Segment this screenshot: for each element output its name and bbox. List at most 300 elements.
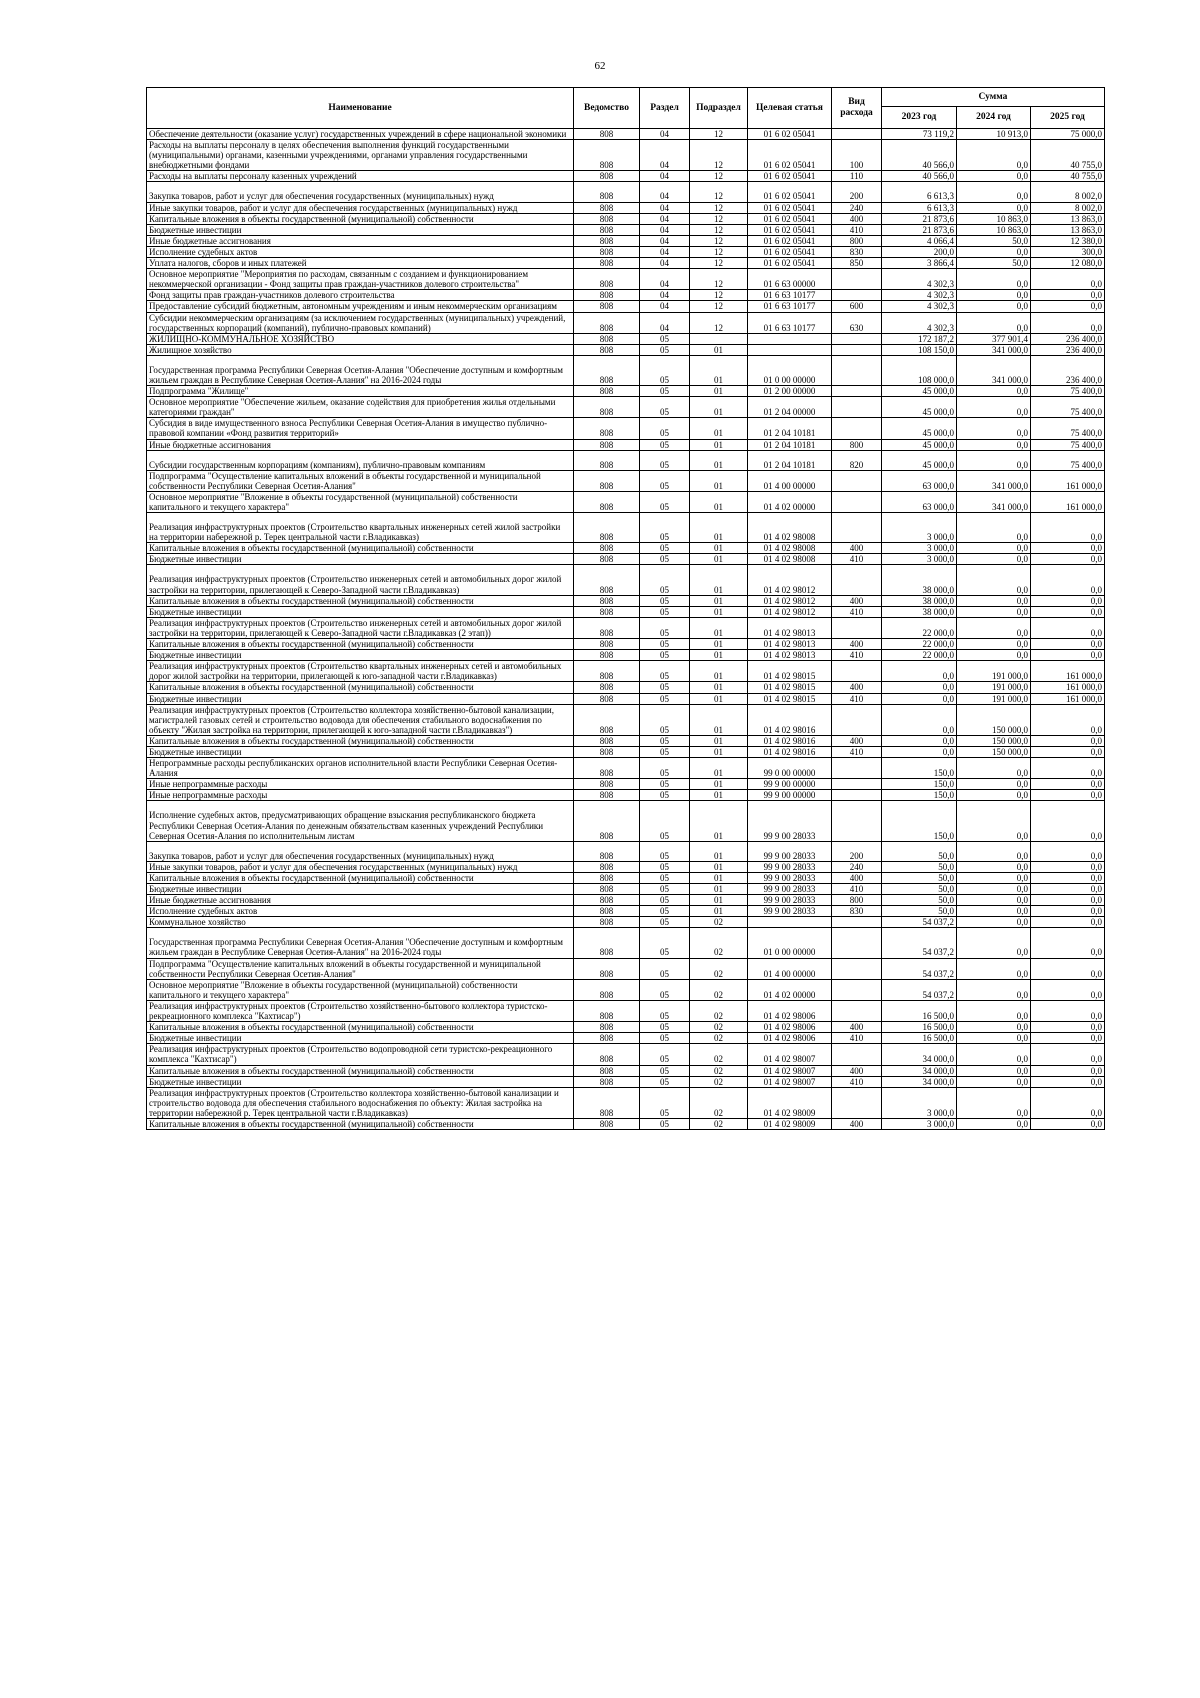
cell-section: 05 bbox=[640, 895, 690, 906]
cell-section: 05 bbox=[640, 565, 690, 595]
cell-subsection: 01 bbox=[690, 595, 748, 606]
col-header-2025: 2025 год bbox=[1031, 107, 1105, 129]
cell-dept: 808 bbox=[574, 1065, 640, 1076]
cell-kind: 110 bbox=[832, 171, 882, 182]
cell-2023: 3 866,4 bbox=[882, 258, 957, 269]
cell-kind bbox=[832, 565, 882, 595]
cell-2024: 0,0 bbox=[957, 1022, 1031, 1033]
cell-name: Капитальные вложения в объекты государственной (муниципальной) собственности bbox=[147, 595, 574, 606]
cell-kind: 400 bbox=[832, 543, 882, 554]
cell-kind: 400 bbox=[832, 213, 882, 224]
cell-kind bbox=[832, 491, 882, 512]
cell-dept: 808 bbox=[574, 758, 640, 779]
cell-2023: 0,0 bbox=[882, 704, 957, 735]
table-row bbox=[147, 693, 1105, 704]
cell-subsection: 02 bbox=[690, 1033, 748, 1044]
cell-section: 05 bbox=[640, 450, 690, 470]
cell-name: Иные закупки товаров, работ и услуг для обеспечения государственных (муниципальных) нужд bbox=[147, 202, 574, 213]
cell-dept: 808 bbox=[574, 439, 640, 450]
cell-subsection: 01 bbox=[690, 746, 748, 757]
cell-2025: 0,0 bbox=[1031, 1065, 1105, 1076]
cell-dept: 808 bbox=[574, 1033, 640, 1044]
cell-2024: 191 000,0 bbox=[957, 682, 1031, 693]
col-header-kind: Вид расхода bbox=[832, 88, 882, 129]
cell-subsection: 01 bbox=[690, 439, 748, 450]
cell-2023: 22 000,0 bbox=[882, 639, 957, 650]
cell-dept: 808 bbox=[574, 1022, 640, 1033]
cell-subsection: 12 bbox=[690, 258, 748, 269]
cell-dept: 808 bbox=[574, 979, 640, 1000]
cell-kind bbox=[832, 790, 882, 801]
cell-kind bbox=[832, 397, 882, 418]
cell-target: 01 4 02 98012 bbox=[748, 595, 832, 606]
cell-section: 05 bbox=[640, 861, 690, 872]
cell-section: 05 bbox=[640, 661, 690, 682]
cell-2023: 16 500,0 bbox=[882, 1033, 957, 1044]
cell-2024: 341 000,0 bbox=[957, 344, 1031, 355]
table-row bbox=[147, 333, 1105, 344]
table-row bbox=[147, 565, 1105, 595]
cell-2025: 40 755,0 bbox=[1031, 171, 1105, 182]
cell-name: ЖИЛИЩНО-КОММУНАЛЬНОЕ ХОЗЯЙСТВО bbox=[147, 333, 574, 344]
cell-subsection: 01 bbox=[690, 543, 748, 554]
cell-dept: 808 bbox=[574, 312, 640, 333]
cell-name: Капитальные вложения в объекты государственной (муниципальной) собственности bbox=[147, 213, 574, 224]
cell-section: 05 bbox=[640, 543, 690, 554]
cell-kind bbox=[832, 470, 882, 491]
cell-section: 05 bbox=[640, 397, 690, 418]
cell-2025: 40 755,0 bbox=[1031, 140, 1105, 171]
cell-2024: 0,0 bbox=[957, 906, 1031, 917]
cell-dept: 808 bbox=[574, 661, 640, 682]
table-row bbox=[147, 140, 1105, 171]
cell-subsection: 01 bbox=[690, 861, 748, 872]
cell-section: 05 bbox=[640, 1044, 690, 1065]
cell-name: Обеспечение деятельности (оказание услуг) государственных учреждений в сфере национальной экономики bbox=[147, 129, 574, 140]
cell-subsection: 01 bbox=[690, 779, 748, 790]
cell-subsection: 01 bbox=[690, 554, 748, 565]
col-header-name: Наименование bbox=[147, 88, 574, 129]
table-row bbox=[147, 235, 1105, 246]
table-row bbox=[147, 290, 1105, 301]
cell-dept: 808 bbox=[574, 884, 640, 895]
cell-2025: 75 400,0 bbox=[1031, 386, 1105, 397]
cell-2025: 0,0 bbox=[1031, 801, 1105, 841]
cell-2025: 0,0 bbox=[1031, 1044, 1105, 1065]
cell-dept: 808 bbox=[574, 906, 640, 917]
cell-2024: 191 000,0 bbox=[957, 693, 1031, 704]
cell-2025: 0,0 bbox=[1031, 269, 1105, 290]
cell-2024: 0,0 bbox=[957, 439, 1031, 450]
cell-target: 99 0 00 00000 bbox=[748, 758, 832, 779]
cell-2024: 0,0 bbox=[957, 1065, 1031, 1076]
cell-name: Капитальные вложения в объекты государственной (муниципальной) собственности bbox=[147, 1065, 574, 1076]
cell-target: 01 6 02 05041 bbox=[748, 258, 832, 269]
cell-2024: 0,0 bbox=[957, 884, 1031, 895]
cell-2023: 45 000,0 bbox=[882, 450, 957, 470]
table-row bbox=[147, 397, 1105, 418]
cell-2025: 0,0 bbox=[1031, 1087, 1105, 1118]
cell-subsection: 01 bbox=[690, 682, 748, 693]
cell-name: Субсидии некоммерческим организациям (за исключением государственных (муниципальных) учреждений, государственных корпораций (компаний), публично-правовых компаний) bbox=[147, 312, 574, 333]
cell-section: 05 bbox=[640, 758, 690, 779]
table-row bbox=[147, 224, 1105, 235]
cell-2023: 50,0 bbox=[882, 895, 957, 906]
cell-kind: 410 bbox=[832, 884, 882, 895]
cell-2025: 161 000,0 bbox=[1031, 491, 1105, 512]
cell-name: Бюджетные инвестиции bbox=[147, 1033, 574, 1044]
cell-name: Капитальные вложения в объекты государственной (муниципальной) собственности bbox=[147, 639, 574, 650]
cell-target: 01 4 02 98007 bbox=[748, 1044, 832, 1065]
table-row bbox=[147, 470, 1105, 491]
cell-2025: 0,0 bbox=[1031, 917, 1105, 928]
cell-kind: 400 bbox=[832, 872, 882, 883]
cell-kind bbox=[832, 917, 882, 928]
cell-section: 05 bbox=[640, 491, 690, 512]
table-row bbox=[147, 704, 1105, 735]
cell-subsection: 01 bbox=[690, 895, 748, 906]
cell-2023: 108 000,0 bbox=[882, 355, 957, 385]
cell-2025: 8 002,0 bbox=[1031, 202, 1105, 213]
cell-2024: 0,0 bbox=[957, 1076, 1031, 1087]
cell-2025: 75 400,0 bbox=[1031, 397, 1105, 418]
cell-section: 05 bbox=[640, 801, 690, 841]
cell-name: Основное мероприятие "Вложение в объекты государственной (муниципальной) собственности капитального и текущего характера" bbox=[147, 979, 574, 1000]
cell-dept: 808 bbox=[574, 841, 640, 861]
cell-kind bbox=[832, 958, 882, 979]
cell-2025: 300,0 bbox=[1031, 246, 1105, 257]
cell-name: Иные бюджетные ассигнования bbox=[147, 439, 574, 450]
cell-section: 05 bbox=[640, 606, 690, 617]
cell-subsection: 02 bbox=[690, 1044, 748, 1065]
cell-dept: 808 bbox=[574, 213, 640, 224]
cell-target: 01 4 02 98008 bbox=[748, 543, 832, 554]
cell-target: 01 4 02 98013 bbox=[748, 639, 832, 650]
cell-2024: 0,0 bbox=[957, 1044, 1031, 1065]
cell-section: 05 bbox=[640, 746, 690, 757]
cell-name: Исполнение судебных актов bbox=[147, 246, 574, 257]
cell-2023: 4 302,3 bbox=[882, 269, 957, 290]
cell-kind: 850 bbox=[832, 258, 882, 269]
cell-dept: 808 bbox=[574, 746, 640, 757]
cell-subsection: 01 bbox=[690, 841, 748, 861]
cell-dept: 808 bbox=[574, 418, 640, 439]
cell-subsection: 12 bbox=[690, 290, 748, 301]
cell-kind: 400 bbox=[832, 1022, 882, 1033]
cell-2023: 3 000,0 bbox=[882, 1118, 957, 1129]
cell-subsection: 12 bbox=[690, 301, 748, 312]
cell-name: Иные бюджетные ассигнования bbox=[147, 895, 574, 906]
table-row bbox=[147, 344, 1105, 355]
cell-dept: 808 bbox=[574, 182, 640, 202]
table-row bbox=[147, 958, 1105, 979]
cell-kind bbox=[832, 386, 882, 397]
cell-target: 01 6 63 10177 bbox=[748, 290, 832, 301]
cell-target: 01 4 02 98007 bbox=[748, 1065, 832, 1076]
cell-name: Капитальные вложения в объекты государственной (муниципальной) собственности bbox=[147, 1022, 574, 1033]
cell-2024: 341 000,0 bbox=[957, 355, 1031, 385]
cell-name: Основное мероприятие "Обеспечение жильем, оказание содействия для приобретения жилья отдельными категориями граждан" bbox=[147, 397, 574, 418]
cell-2024: 0,0 bbox=[957, 758, 1031, 779]
table-row bbox=[147, 1076, 1105, 1087]
cell-subsection: 01 bbox=[690, 470, 748, 491]
cell-target: 01 6 02 05041 bbox=[748, 235, 832, 246]
table-row bbox=[147, 1000, 1105, 1021]
cell-2025: 0,0 bbox=[1031, 1076, 1105, 1087]
cell-dept: 808 bbox=[574, 1000, 640, 1021]
cell-subsection: 12 bbox=[690, 269, 748, 290]
cell-2024: 0,0 bbox=[957, 246, 1031, 257]
cell-section: 05 bbox=[640, 790, 690, 801]
cell-2025: 13 863,0 bbox=[1031, 213, 1105, 224]
cell-kind bbox=[832, 779, 882, 790]
cell-name: Исполнение судебных актов, предусматривающих обращение взыскания республиканского бюджета Республики Северная Осетия-Алания по денежным обязательствам казенных учреждений Республики Северная Осетия-Алания по исполнительным листам bbox=[147, 801, 574, 841]
cell-target: 01 4 02 00000 bbox=[748, 491, 832, 512]
cell-dept: 808 bbox=[574, 958, 640, 979]
cell-subsection: 02 bbox=[690, 1118, 748, 1129]
cell-2025: 0,0 bbox=[1031, 895, 1105, 906]
cell-2024: 0,0 bbox=[957, 779, 1031, 790]
cell-subsection: 01 bbox=[690, 801, 748, 841]
budget-table bbox=[146, 87, 1105, 1130]
cell-2024: 0,0 bbox=[957, 841, 1031, 861]
cell-target: 01 4 02 00000 bbox=[748, 979, 832, 1000]
cell-subsection: 01 bbox=[690, 872, 748, 883]
table-row bbox=[147, 841, 1105, 861]
cell-name: Закупка товаров, работ и услуг для обеспечения государственных (муниципальных) нужд bbox=[147, 841, 574, 861]
cell-kind bbox=[832, 1087, 882, 1118]
cell-target: 01 2 00 00000 bbox=[748, 386, 832, 397]
cell-section: 05 bbox=[640, 554, 690, 565]
cell-subsection: 01 bbox=[690, 513, 748, 543]
cell-subsection: 01 bbox=[690, 418, 748, 439]
cell-section: 05 bbox=[640, 779, 690, 790]
cell-2025: 0,0 bbox=[1031, 290, 1105, 301]
cell-section: 04 bbox=[640, 171, 690, 182]
cell-name: Реализация инфраструктурных проектов (Строительство хозяйственно-бытового коллектора туристско-рекреационного комплекса "Кахтисар") bbox=[147, 1000, 574, 1021]
table-row bbox=[147, 202, 1105, 213]
table-row bbox=[147, 513, 1105, 543]
cell-section: 05 bbox=[640, 958, 690, 979]
cell-2024: 0,0 bbox=[957, 450, 1031, 470]
cell-section: 05 bbox=[640, 735, 690, 746]
cell-section: 04 bbox=[640, 290, 690, 301]
cell-2023: 45 000,0 bbox=[882, 418, 957, 439]
cell-dept: 808 bbox=[574, 554, 640, 565]
table-row bbox=[147, 979, 1105, 1000]
cell-section: 04 bbox=[640, 129, 690, 140]
cell-target: 01 6 02 05041 bbox=[748, 182, 832, 202]
cell-section: 05 bbox=[640, 1022, 690, 1033]
cell-name: Субсидия в виде имущественного взноса Республики Северная Осетия-Алания в имущество публично-правовой компании «Фонд развития территорий» bbox=[147, 418, 574, 439]
cell-2024: 0,0 bbox=[957, 861, 1031, 872]
cell-2024: 50,0 bbox=[957, 258, 1031, 269]
cell-dept: 808 bbox=[574, 606, 640, 617]
cell-target: 01 4 02 98012 bbox=[748, 565, 832, 595]
cell-section: 04 bbox=[640, 213, 690, 224]
cell-2025: 236 400,0 bbox=[1031, 344, 1105, 355]
cell-kind bbox=[832, 290, 882, 301]
cell-dept: 808 bbox=[574, 872, 640, 883]
cell-target: 01 6 63 10177 bbox=[748, 312, 832, 333]
cell-subsection: 01 bbox=[690, 397, 748, 418]
cell-2024: 0,0 bbox=[957, 928, 1031, 958]
cell-kind: 400 bbox=[832, 639, 882, 650]
cell-2024: 0,0 bbox=[957, 397, 1031, 418]
cell-section: 05 bbox=[640, 595, 690, 606]
cell-name: Реализация инфраструктурных проектов (Строительство квартальных инженерных сетей и автомобильных дорог жилой застройки на территории, прилегающей к юго-западной части г.Владикавказ) bbox=[147, 661, 574, 682]
cell-2023: 4 302,3 bbox=[882, 290, 957, 301]
cell-target: 01 4 02 98013 bbox=[748, 617, 832, 638]
cell-subsection: 01 bbox=[690, 617, 748, 638]
cell-2024: 0,0 bbox=[957, 958, 1031, 979]
cell-subsection: 12 bbox=[690, 202, 748, 213]
cell-section: 05 bbox=[640, 344, 690, 355]
cell-subsection: 01 bbox=[690, 386, 748, 397]
cell-subsection: 12 bbox=[690, 235, 748, 246]
cell-target: 01 2 04 10181 bbox=[748, 450, 832, 470]
cell-kind bbox=[832, 704, 882, 735]
cell-kind bbox=[832, 355, 882, 385]
cell-dept: 808 bbox=[574, 450, 640, 470]
cell-section: 04 bbox=[640, 258, 690, 269]
table-row bbox=[147, 554, 1105, 565]
cell-kind bbox=[832, 1000, 882, 1021]
cell-target: 01 6 02 05041 bbox=[748, 213, 832, 224]
cell-subsection: 02 bbox=[690, 1000, 748, 1021]
cell-2023: 21 873,6 bbox=[882, 213, 957, 224]
cell-name: Государственная программа Республики Северная Осетия-Алания "Обеспечение доступным и комфортным жильем граждан в Республике Северная Осетия-Алания" на 2016-2024 годы bbox=[147, 355, 574, 385]
cell-target: 01 4 00 00000 bbox=[748, 958, 832, 979]
cell-dept: 808 bbox=[574, 246, 640, 257]
cell-section: 05 bbox=[640, 1118, 690, 1129]
cell-name: Иные непрограммные расходы bbox=[147, 790, 574, 801]
cell-name: Бюджетные инвестиции bbox=[147, 650, 574, 661]
cell-2023: 54 037,2 bbox=[882, 917, 957, 928]
cell-target bbox=[748, 917, 832, 928]
cell-name: Подпрограмма "Осуществление капитальных вложений в объекты государственной и муниципальной собственности Республики Северная Осетия-Алания" bbox=[147, 958, 574, 979]
cell-kind: 600 bbox=[832, 301, 882, 312]
cell-2023: 54 037,2 bbox=[882, 958, 957, 979]
cell-2023: 22 000,0 bbox=[882, 650, 957, 661]
cell-target bbox=[748, 333, 832, 344]
table-row bbox=[147, 746, 1105, 757]
cell-2023: 22 000,0 bbox=[882, 617, 957, 638]
cell-2024: 0,0 bbox=[957, 554, 1031, 565]
cell-2025: 0,0 bbox=[1031, 312, 1105, 333]
cell-2024: 0,0 bbox=[957, 301, 1031, 312]
cell-2025: 0,0 bbox=[1031, 301, 1105, 312]
cell-2025: 0,0 bbox=[1031, 906, 1105, 917]
cell-section: 04 bbox=[640, 224, 690, 235]
cell-name: Иные непрограммные расходы bbox=[147, 779, 574, 790]
cell-subsection: 01 bbox=[690, 790, 748, 801]
cell-name: Непрограммные расходы республиканских органов исполнительной власти Республики Северная Осетия-Алания bbox=[147, 758, 574, 779]
table-row bbox=[147, 884, 1105, 895]
cell-name: Капитальные вложения в объекты государственной (муниципальной) собственности bbox=[147, 1118, 574, 1129]
cell-section: 04 bbox=[640, 182, 690, 202]
cell-kind: 400 bbox=[832, 1118, 882, 1129]
cell-2023: 6 613,3 bbox=[882, 202, 957, 213]
cell-2023: 0,0 bbox=[882, 693, 957, 704]
cell-kind bbox=[832, 418, 882, 439]
cell-kind bbox=[832, 928, 882, 958]
cell-kind: 240 bbox=[832, 861, 882, 872]
cell-2025: 75 000,0 bbox=[1031, 129, 1105, 140]
cell-dept: 808 bbox=[574, 397, 640, 418]
cell-kind: 100 bbox=[832, 140, 882, 171]
cell-2025: 0,0 bbox=[1031, 735, 1105, 746]
cell-2025: 0,0 bbox=[1031, 872, 1105, 883]
cell-kind: 800 bbox=[832, 235, 882, 246]
cell-target: 01 4 02 98008 bbox=[748, 513, 832, 543]
cell-subsection: 12 bbox=[690, 140, 748, 171]
cell-2024: 0,0 bbox=[957, 650, 1031, 661]
cell-target: 01 6 02 05041 bbox=[748, 246, 832, 257]
cell-2024: 0,0 bbox=[957, 895, 1031, 906]
cell-2024: 10 863,0 bbox=[957, 224, 1031, 235]
cell-section: 05 bbox=[640, 884, 690, 895]
table-row bbox=[147, 639, 1105, 650]
cell-name: Уплата налогов, сборов и иных платежей bbox=[147, 258, 574, 269]
cell-name: Расходы на выплаты персоналу в целях обеспечения выполнения функций государственными (муниципальными) органами, казенными учреждениями, органами управления государственными внебюджетными фондами bbox=[147, 140, 574, 171]
cell-2025: 161 000,0 bbox=[1031, 682, 1105, 693]
cell-target: 01 4 02 98015 bbox=[748, 682, 832, 693]
cell-subsection: 02 bbox=[690, 1022, 748, 1033]
table-row bbox=[147, 790, 1105, 801]
table-row bbox=[147, 301, 1105, 312]
cell-2023: 150,0 bbox=[882, 790, 957, 801]
cell-section: 05 bbox=[640, 928, 690, 958]
cell-kind bbox=[832, 758, 882, 779]
cell-2024: 0,0 bbox=[957, 917, 1031, 928]
cell-2023: 4 066,4 bbox=[882, 235, 957, 246]
cell-kind bbox=[832, 269, 882, 290]
cell-name: Исполнение судебных актов bbox=[147, 906, 574, 917]
cell-section: 05 bbox=[640, 333, 690, 344]
cell-kind bbox=[832, 801, 882, 841]
cell-dept: 808 bbox=[574, 171, 640, 182]
cell-subsection: 02 bbox=[690, 1087, 748, 1118]
cell-2024: 0,0 bbox=[957, 801, 1031, 841]
cell-dept: 808 bbox=[574, 290, 640, 301]
cell-2023: 150,0 bbox=[882, 758, 957, 779]
cell-kind: 800 bbox=[832, 439, 882, 450]
cell-2025: 0,0 bbox=[1031, 595, 1105, 606]
cell-2023: 34 000,0 bbox=[882, 1076, 957, 1087]
cell-target: 01 4 02 98012 bbox=[748, 606, 832, 617]
cell-dept: 808 bbox=[574, 491, 640, 512]
table-row bbox=[147, 418, 1105, 439]
cell-2025: 0,0 bbox=[1031, 958, 1105, 979]
cell-subsection: 12 bbox=[690, 246, 748, 257]
cell-2024: 0,0 bbox=[957, 182, 1031, 202]
cell-name: Капитальные вложения в объекты государственной (муниципальной) собственности bbox=[147, 872, 574, 883]
cell-target: 01 4 02 98006 bbox=[748, 1022, 832, 1033]
table-row bbox=[147, 928, 1105, 958]
cell-name: Бюджетные инвестиции bbox=[147, 1076, 574, 1087]
cell-2024: 0,0 bbox=[957, 1087, 1031, 1118]
cell-dept: 808 bbox=[574, 1044, 640, 1065]
cell-name: Капитальные вложения в объекты государственной (муниципальной) собственности bbox=[147, 543, 574, 554]
cell-name: Иные бюджетные ассигнования bbox=[147, 235, 574, 246]
cell-dept: 808 bbox=[574, 693, 640, 704]
cell-2023: 38 000,0 bbox=[882, 565, 957, 595]
page-number: 62 bbox=[594, 60, 606, 72]
cell-2024: 0,0 bbox=[957, 140, 1031, 171]
cell-2024: 0,0 bbox=[957, 606, 1031, 617]
cell-dept: 808 bbox=[574, 595, 640, 606]
